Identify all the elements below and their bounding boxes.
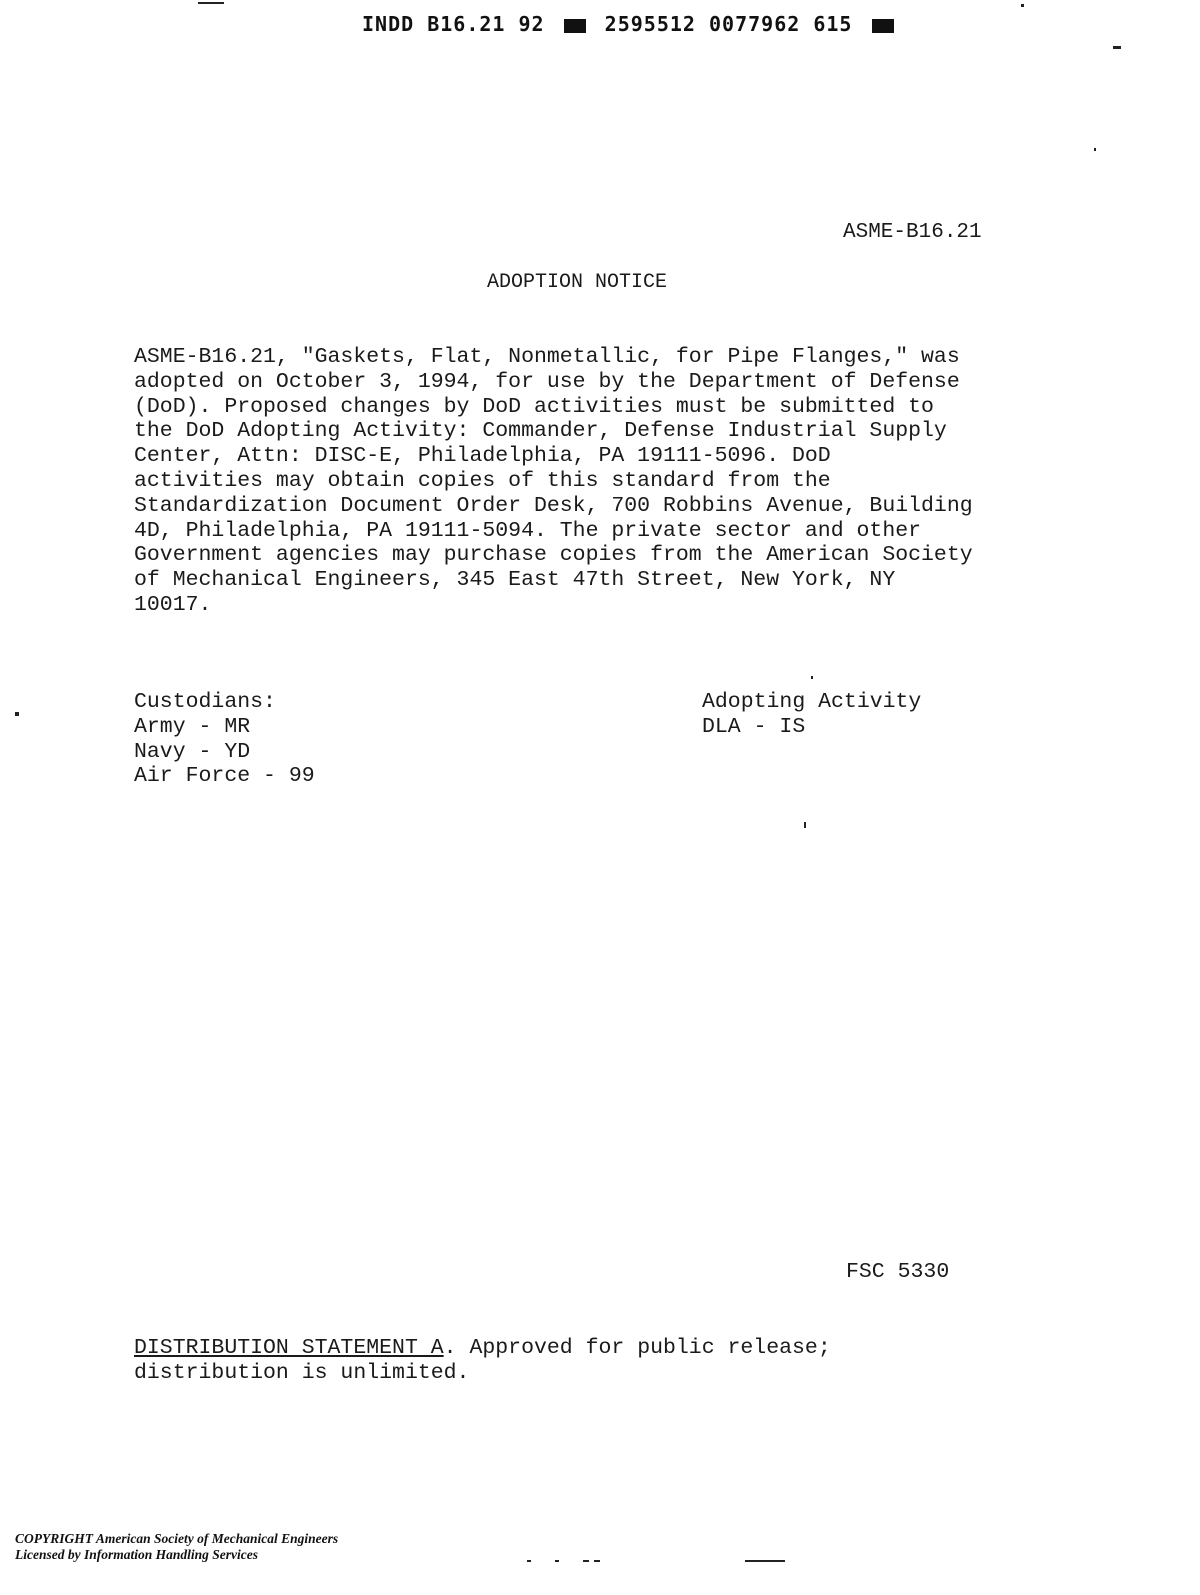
scan-speck	[198, 2, 224, 4]
scan-speck	[811, 676, 813, 679]
custodians-block	[134, 690, 315, 789]
custodian-navy: Navy - YD	[134, 739, 251, 764]
distribution-line-1-text: . Approved for public release;	[443, 1336, 831, 1360]
distribution-statement	[134, 1336, 831, 1386]
adopting-activity-block	[702, 690, 921, 740]
body-line: the DoD Adopting Activity: Commander, Defense Industrial Supply	[134, 419, 947, 444]
body-line: ASME-B16.21, "Gaskets, Flat, Nonmetallic, for Pipe Flanges," was	[134, 345, 960, 369]
custodians-heading: Custodians:	[134, 690, 276, 714]
control-code-part-2: 2595512 0077962 615	[604, 12, 853, 36]
scan-speck	[804, 822, 806, 828]
body-line: Government agencies may purchase copies from the American Society	[134, 543, 973, 568]
scan-speck	[15, 712, 19, 716]
scan-speck	[527, 1560, 531, 1562]
adoption-notice-body	[134, 345, 1074, 618]
scan-speck	[555, 1560, 559, 1562]
scan-speck	[1021, 4, 1024, 7]
adopting-activity-value: DLA - IS	[702, 714, 806, 739]
scan-speck	[1094, 148, 1096, 151]
body-line: Center, Attn: DISC-E, Philadelphia, PA 19111-5096. DoD	[134, 444, 831, 469]
body-line: of Mechanical Engineers, 345 East 47th Street, New York, NY	[134, 568, 896, 593]
body-line: activities may obtain copies of this standard from the	[134, 468, 831, 493]
copyright-line: COPYRIGHT American Society of Mechanical Engineers	[15, 1531, 339, 1546]
distribution-label: DISTRIBUTION STATEMENT A	[134, 1336, 444, 1360]
copyright-footer	[15, 1531, 338, 1562]
license-line: Licensed by Information Handling Services	[15, 1546, 258, 1562]
body-line: 10017.	[134, 592, 212, 617]
notice-title: ADOPTION NOTICE	[487, 271, 668, 294]
redaction-block-1	[564, 19, 586, 33]
body-line: Standardization Document Order Desk, 700 Robbins Avenue, Building	[134, 493, 973, 518]
scan-speck	[594, 1560, 600, 1562]
redaction-block-2	[872, 19, 894, 33]
adopting-activity-heading: Adopting Activity	[702, 690, 922, 714]
custodian-army: Army - MR	[134, 714, 251, 739]
custodian-air-force: Air Force - 99	[134, 764, 315, 789]
scan-speck	[745, 1560, 785, 1562]
document-control-code	[362, 12, 900, 36]
body-line: 4D, Philadelphia, PA 19111-5094. The private sector and other	[134, 518, 922, 543]
fsc-code: FSC 5330	[846, 1260, 950, 1284]
document-number: ASME-B16.21	[843, 221, 982, 244]
scan-speck	[583, 1560, 589, 1562]
body-line: adopted on October 3, 1994, for use by the Department of Defense	[134, 369, 960, 394]
distribution-line-1	[134, 1336, 831, 1361]
distribution-line-2: distribution is unlimited.	[134, 1361, 470, 1385]
body-line: (DoD). Proposed changes by DoD activities must be submitted to	[134, 394, 934, 419]
scan-speck	[1113, 46, 1121, 49]
control-code-part-1: INDD B16.21 92	[362, 12, 545, 36]
